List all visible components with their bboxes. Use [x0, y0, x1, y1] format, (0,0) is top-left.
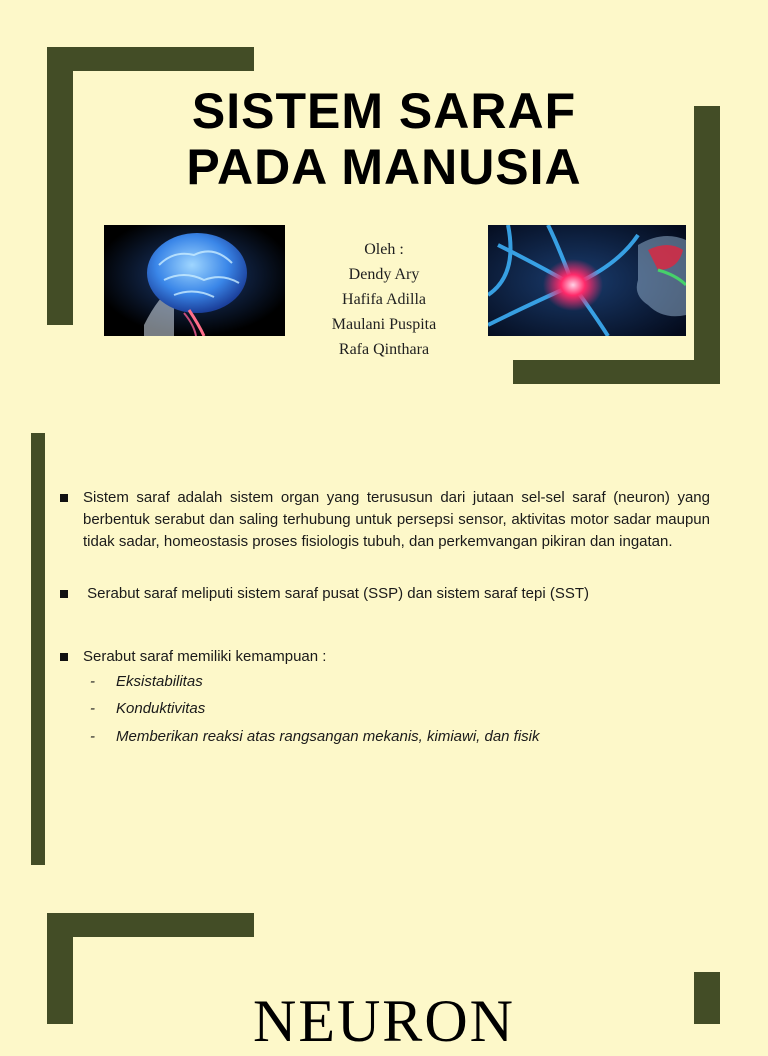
square-bullet-icon — [60, 590, 68, 598]
slide-title — [0, 83, 768, 195]
slide3-title: NEURON — [253, 988, 515, 1054]
bullet-item — [58, 646, 710, 670]
brain-icon — [104, 225, 285, 336]
neuron-icon — [488, 225, 686, 336]
author-name: Hafifa Adilla — [342, 291, 426, 308]
sub-item-text: Konduktivitas — [116, 700, 206, 717]
slide3-frame-bar-horizontal — [47, 913, 254, 937]
bullet-text: Serabut saraf memiliki kemampuan : — [83, 648, 327, 665]
title-line-1: SISTEM SARAF — [191, 83, 577, 139]
title-line-2: PADA MANUSIA — [186, 139, 582, 195]
author-name: Maulani Puspita — [331, 316, 437, 333]
slide2-left-accent-bar — [31, 433, 45, 865]
bullet-item — [58, 583, 710, 607]
dash-marker: - — [90, 700, 95, 717]
authors-label: Oleh : — [364, 241, 404, 258]
frame-bar-bottom-right-horizontal — [513, 360, 720, 384]
frame-bar-top-left-horizontal — [47, 47, 254, 71]
author-name: Dendy Ary — [348, 266, 420, 283]
brain-image — [104, 225, 285, 336]
sub-item-text: Memberikan reaksi atas rangsangan mekanis, kimiawi, dan fisik — [116, 728, 540, 745]
author-name: Rafa Qinthara — [338, 341, 430, 358]
neuron-network-image — [488, 225, 686, 336]
sub-item-text: Eksistabilitas — [116, 673, 203, 690]
square-bullet-icon — [60, 494, 68, 502]
dash-marker: - — [90, 673, 95, 690]
bullet-item — [58, 487, 710, 577]
dash-marker: - — [90, 728, 95, 745]
authors-block — [284, 237, 484, 362]
bullet-text: Serabut saraf meliputi sistem saraf pusat (SSP) dan sistem saraf tepi (SST) — [83, 585, 590, 602]
square-bullet-icon — [60, 653, 68, 661]
bullet-text: Sistem saraf adalah sistem organ yang terususun dari jutaan sel-sel saraf (neuron) yang berbentuk serabut dan saling terhubung untuk persepsi sensor, aktivitas motor sadar maupun tidak sadar, homeostasis proses fisiologis tubuh, dan perkemvangan pikiran dan ingatan. — [83, 489, 710, 550]
